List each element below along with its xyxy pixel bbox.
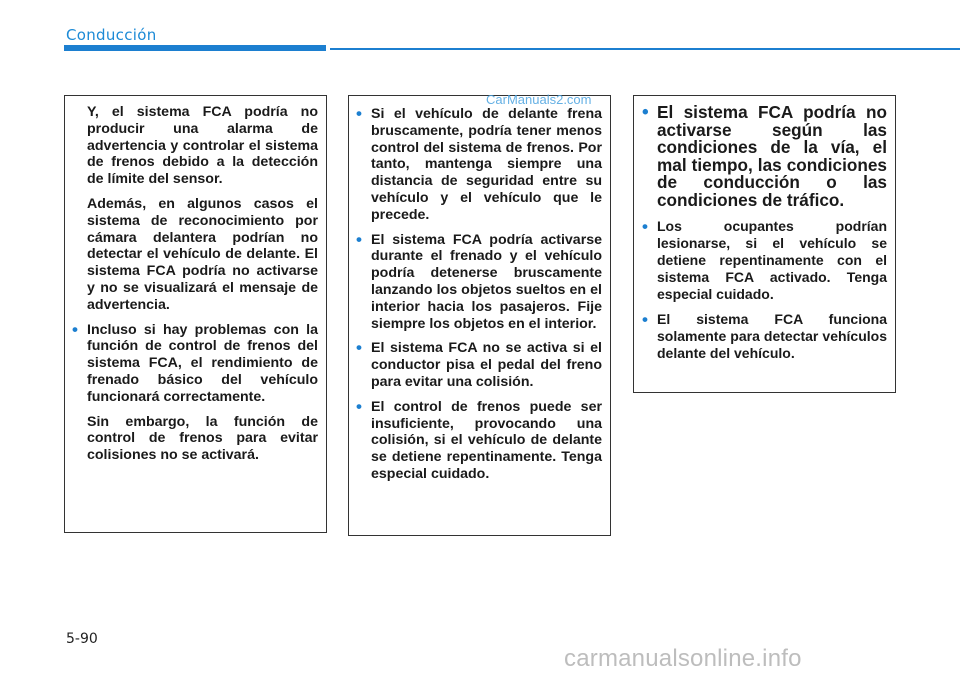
watermark-bottom: carmanualsonline.info [564,645,802,672]
bullet-item: • Los ocupantes podrían lesionarse, si el vehículo se detiene repentinamente con el sistema FCA activado. Tenga especial cuidado. [657,218,887,303]
caution-box-1 [64,95,327,533]
bullet-item: • El sistema FCA no se activa si el conductor pisa el pedal del freno para evitar una colisión. [371,340,602,390]
caution-box-2 [348,95,611,536]
paragraph: Sin embargo, la función de control de frenos para evitar colisiones no se activará. [87,413,318,464]
watermark-top: CarManuals2.com [486,92,592,107]
bullet-item: • El sistema FCA funciona solamente para detectar vehículos delante del vehículo. [657,311,887,362]
bullet-item: • El control de frenos puede ser insuficiente, provocando una colisión, si el vehículo de delante se detiene repentinamente. Tenga especial cuidado. [371,399,602,483]
paragraph: Además, en algunos casos el sistema de reconocimiento por cámara delantera podrían no detectar el vehículo de delante. El sistema FCA podría no activarse y no se visualizará el mensaje de advertencia. [87,195,318,313]
page-number: 5-90 [66,631,98,647]
bullet-item: • El sistema FCA podría activarse durante el frenado y el vehículo podría detenerse bruscamente lanzando los objetos sueltos en el interior hacia los pasajeros. Fije siempre los objetos en el interior. [371,232,602,333]
header-rule-thick [64,45,326,51]
bullet-item: • Incluso si hay problemas con la función de control de frenos del sistema FCA, el rendimiento de frenado básico del vehículo funcionará correctamente. [87,322,318,406]
paragraph: Y, el sistema FCA podría no producir una alarma de advertencia y controlar el sistema de frenos debido a la detección de límite del sensor. [87,104,318,188]
section-title: Conducción [66,26,157,44]
bullet-item: • El sistema FCA podría no activarse según las condiciones de la vía, el mal tiempo, las condiciones de conducción o las condiciones de tráfico. [657,104,887,209]
bullet-item: • Si el vehículo de delante frena bruscamente, podría tener menos control del sistema de frenos. Por tanto, mantenga siempre una distancia de seguridad entre su vehículo y el vehículo que le precede. [371,106,602,224]
header-rule-thin [330,48,960,50]
caution-box-3 [633,95,896,393]
